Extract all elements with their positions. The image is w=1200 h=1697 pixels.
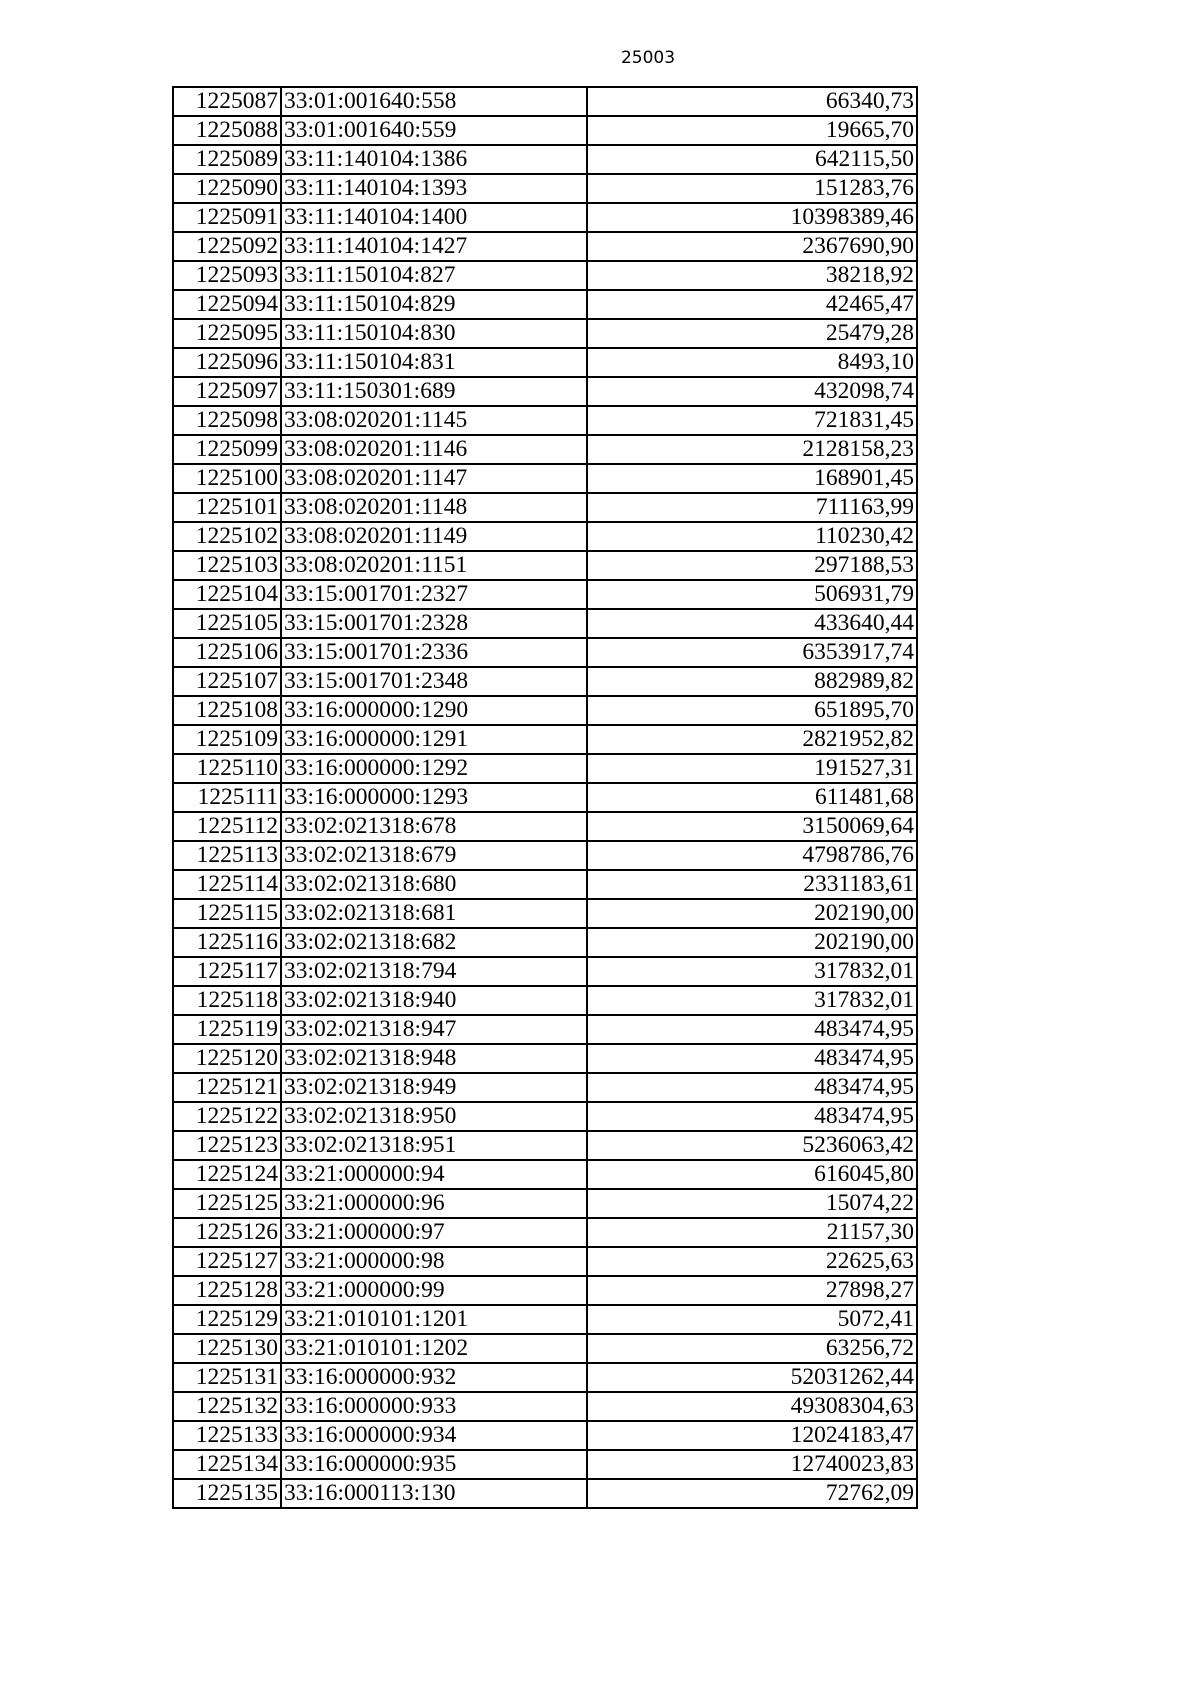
cadastral-value-cell: 3150069,64 [587, 812, 917, 841]
cadastral-number-cell: 33:21:000000:96 [281, 1189, 587, 1218]
cadastral-number-cell: 33:11:150104:831 [281, 348, 587, 377]
table-row [173, 1421, 917, 1450]
cadastral-value-cell: 297188,53 [587, 551, 917, 580]
row-id-cell: 1225110 [173, 754, 281, 783]
cadastral-value-cell: 433640,44 [587, 609, 917, 638]
cadastral-number-cell: 33:11:150104:827 [281, 261, 587, 290]
cadastral-value-cell: 651895,70 [587, 696, 917, 725]
table-row [173, 1160, 917, 1189]
row-id-cell: 1225087 [173, 87, 281, 116]
cadastral-number-cell: 33:08:020201:1151 [281, 551, 587, 580]
cadastral-number-cell: 33:08:020201:1149 [281, 522, 587, 551]
row-id-cell: 1225103 [173, 551, 281, 580]
row-id-cell: 1225123 [173, 1131, 281, 1160]
cadastral-number-cell: 33:16:000000:933 [281, 1392, 587, 1421]
row-id-cell: 1225132 [173, 1392, 281, 1421]
table-body [173, 87, 917, 1508]
cadastral-value-cell: 21157,30 [587, 1218, 917, 1247]
cadastral-value-cell: 5236063,42 [587, 1131, 917, 1160]
cadastral-number-cell: 33:11:150301:689 [281, 377, 587, 406]
cadastral-number-cell: 33:16:000113:130 [281, 1479, 587, 1508]
row-id-cell: 1225108 [173, 696, 281, 725]
row-id-cell: 1225115 [173, 899, 281, 928]
cadastral-value-cell: 42465,47 [587, 290, 917, 319]
row-id-cell: 1225095 [173, 319, 281, 348]
row-id-cell: 1225101 [173, 493, 281, 522]
table-row [173, 609, 917, 638]
cadastral-number-cell: 33:02:021318:949 [281, 1073, 587, 1102]
table-row [173, 203, 917, 232]
cadastral-number-cell: 33:11:140104:1393 [281, 174, 587, 203]
cadastral-value-cell: 483474,95 [587, 1015, 917, 1044]
table-row [173, 957, 917, 986]
cadastral-number-cell: 33:16:000000:1293 [281, 783, 587, 812]
row-id-cell: 1225121 [173, 1073, 281, 1102]
table-row [173, 1392, 917, 1421]
cadastral-number-cell: 33:02:021318:951 [281, 1131, 587, 1160]
table-row [173, 87, 917, 116]
cadastral-number-cell: 33:08:020201:1148 [281, 493, 587, 522]
cadastral-number-cell: 33:16:000000:1291 [281, 725, 587, 754]
table-row [173, 261, 917, 290]
row-id-cell: 1225131 [173, 1363, 281, 1392]
cadastral-value-cell: 317832,01 [587, 986, 917, 1015]
cadastral-value-cell: 49308304,63 [587, 1392, 917, 1421]
table-row [173, 986, 917, 1015]
row-id-cell: 1225111 [173, 783, 281, 812]
cadastral-number-cell: 33:02:021318:681 [281, 899, 587, 928]
row-id-cell: 1225119 [173, 1015, 281, 1044]
table-row [173, 522, 917, 551]
table-row [173, 551, 917, 580]
cadastral-value-cell: 168901,45 [587, 464, 917, 493]
cadastral-value-cell: 63256,72 [587, 1334, 917, 1363]
row-id-cell: 1225113 [173, 841, 281, 870]
table-row [173, 1479, 917, 1508]
cadastral-number-cell: 33:21:000000:94 [281, 1160, 587, 1189]
table-row [173, 1305, 917, 1334]
cadastral-number-cell: 33:21:000000:97 [281, 1218, 587, 1247]
cadastral-value-cell: 6353917,74 [587, 638, 917, 667]
cadastral-number-cell: 33:11:150104:829 [281, 290, 587, 319]
row-id-cell: 1225091 [173, 203, 281, 232]
row-id-cell: 1225130 [173, 1334, 281, 1363]
table-row [173, 290, 917, 319]
cadastral-number-cell: 33:15:001701:2336 [281, 638, 587, 667]
cadastral-number-cell: 33:01:001640:559 [281, 116, 587, 145]
row-id-cell: 1225120 [173, 1044, 281, 1073]
row-id-cell: 1225127 [173, 1247, 281, 1276]
cadastral-value-cell: 151283,76 [587, 174, 917, 203]
cadastral-number-cell: 33:15:001701:2327 [281, 580, 587, 609]
table-row [173, 377, 917, 406]
cadastral-value-cell: 882989,82 [587, 667, 917, 696]
row-id-cell: 1225088 [173, 116, 281, 145]
cadastral-number-cell: 33:08:020201:1147 [281, 464, 587, 493]
table-row [173, 1276, 917, 1305]
cadastral-number-cell: 33:08:020201:1146 [281, 435, 587, 464]
cadastral-value-cell: 22625,63 [587, 1247, 917, 1276]
cadastral-value-cell: 2821952,82 [587, 725, 917, 754]
row-id-cell: 1225099 [173, 435, 281, 464]
table-row [173, 406, 917, 435]
cadastral-number-cell: 33:15:001701:2348 [281, 667, 587, 696]
row-id-cell: 1225089 [173, 145, 281, 174]
cadastral-value-cell: 2331183,61 [587, 870, 917, 899]
cadastral-value-cell: 8493,10 [587, 348, 917, 377]
cadastral-value-cell: 611481,68 [587, 783, 917, 812]
table-row [173, 696, 917, 725]
row-id-cell: 1225102 [173, 522, 281, 551]
table-row [173, 1218, 917, 1247]
cadastral-value-cell: 52031262,44 [587, 1363, 917, 1392]
cadastral-value-cell: 66340,73 [587, 87, 917, 116]
cadastral-value-cell: 5072,41 [587, 1305, 917, 1334]
row-id-cell: 1225117 [173, 957, 281, 986]
table-row [173, 1363, 917, 1392]
cadastral-value-table [172, 86, 918, 1509]
row-id-cell: 1225135 [173, 1479, 281, 1508]
row-id-cell: 1225134 [173, 1450, 281, 1479]
cadastral-value-cell: 483474,95 [587, 1044, 917, 1073]
row-id-cell: 1225133 [173, 1421, 281, 1450]
cadastral-value-cell: 191527,31 [587, 754, 917, 783]
cadastral-number-cell: 33:16:000000:932 [281, 1363, 587, 1392]
table-row [173, 116, 917, 145]
row-id-cell: 1225097 [173, 377, 281, 406]
cadastral-number-cell: 33:02:021318:794 [281, 957, 587, 986]
table-row [173, 493, 917, 522]
row-id-cell: 1225090 [173, 174, 281, 203]
cadastral-number-cell: 33:16:000000:934 [281, 1421, 587, 1450]
cadastral-value-cell: 12740023,83 [587, 1450, 917, 1479]
row-id-cell: 1225092 [173, 232, 281, 261]
table-row [173, 1131, 917, 1160]
table-row [173, 348, 917, 377]
row-id-cell: 1225124 [173, 1160, 281, 1189]
cadastral-number-cell: 33:02:021318:940 [281, 986, 587, 1015]
cadastral-value-cell: 2128158,23 [587, 435, 917, 464]
row-id-cell: 1225093 [173, 261, 281, 290]
table-row [173, 174, 917, 203]
cadastral-number-cell: 33:01:001640:558 [281, 87, 587, 116]
table-row [173, 1334, 917, 1363]
cadastral-number-cell: 33:08:020201:1145 [281, 406, 587, 435]
cadastral-value-cell: 38218,92 [587, 261, 917, 290]
cadastral-number-cell: 33:15:001701:2328 [281, 609, 587, 638]
row-id-cell: 1225104 [173, 580, 281, 609]
table-row [173, 435, 917, 464]
row-id-cell: 1225126 [173, 1218, 281, 1247]
cadastral-value-cell: 12024183,47 [587, 1421, 917, 1450]
cadastral-number-cell: 33:02:021318:679 [281, 841, 587, 870]
cadastral-number-cell: 33:16:000000:935 [281, 1450, 587, 1479]
table-row [173, 1189, 917, 1218]
row-id-cell: 1225106 [173, 638, 281, 667]
cadastral-number-cell: 33:16:000000:1290 [281, 696, 587, 725]
cadastral-value-cell: 202190,00 [587, 899, 917, 928]
cadastral-number-cell: 33:02:021318:947 [281, 1015, 587, 1044]
cadastral-value-cell: 27898,27 [587, 1276, 917, 1305]
row-id-cell: 1225098 [173, 406, 281, 435]
cadastral-value-cell: 25479,28 [587, 319, 917, 348]
table-row [173, 754, 917, 783]
table-row [173, 1044, 917, 1073]
cadastral-value-cell: 711163,99 [587, 493, 917, 522]
row-id-cell: 1225109 [173, 725, 281, 754]
cadastral-number-cell: 33:11:150104:830 [281, 319, 587, 348]
cadastral-number-cell: 33:11:140104:1400 [281, 203, 587, 232]
cadastral-value-cell: 616045,80 [587, 1160, 917, 1189]
row-id-cell: 1225122 [173, 1102, 281, 1131]
row-id-cell: 1225100 [173, 464, 281, 493]
row-id-cell: 1225096 [173, 348, 281, 377]
cadastral-number-cell: 33:21:010101:1201 [281, 1305, 587, 1334]
row-id-cell: 1225118 [173, 986, 281, 1015]
cadastral-number-cell: 33:11:140104:1427 [281, 232, 587, 261]
row-id-cell: 1225125 [173, 1189, 281, 1218]
cadastral-number-cell: 33:02:021318:678 [281, 812, 587, 841]
table-row [173, 812, 917, 841]
table-row [173, 899, 917, 928]
cadastral-value-cell: 2367690,90 [587, 232, 917, 261]
cadastral-number-cell: 33:02:021318:950 [281, 1102, 587, 1131]
cadastral-value-cell: 15074,22 [587, 1189, 917, 1218]
cadastral-value-cell: 72762,09 [587, 1479, 917, 1508]
table-row [173, 841, 917, 870]
table-row [173, 667, 917, 696]
cadastral-value-cell: 642115,50 [587, 145, 917, 174]
cadastral-value-cell: 110230,42 [587, 522, 917, 551]
cadastral-value-cell: 506931,79 [587, 580, 917, 609]
cadastral-number-cell: 33:21:000000:99 [281, 1276, 587, 1305]
row-id-cell: 1225116 [173, 928, 281, 957]
cadastral-value-cell: 10398389,46 [587, 203, 917, 232]
cadastral-number-cell: 33:02:021318:680 [281, 870, 587, 899]
cadastral-value-cell: 19665,70 [587, 116, 917, 145]
table-row [173, 1450, 917, 1479]
row-id-cell: 1225114 [173, 870, 281, 899]
table-row [173, 1102, 917, 1131]
table-row [173, 638, 917, 667]
cadastral-value-cell: 317832,01 [587, 957, 917, 986]
table-row [173, 1073, 917, 1102]
row-id-cell: 1225105 [173, 609, 281, 638]
row-id-cell: 1225107 [173, 667, 281, 696]
cadastral-number-cell: 33:21:000000:98 [281, 1247, 587, 1276]
table-row [173, 783, 917, 812]
table-row [173, 580, 917, 609]
table-row [173, 725, 917, 754]
cadastral-number-cell: 33:02:021318:948 [281, 1044, 587, 1073]
cadastral-number-cell: 33:02:021318:682 [281, 928, 587, 957]
cadastral-number-cell: 33:11:140104:1386 [281, 145, 587, 174]
cadastral-value-cell: 432098,74 [587, 377, 917, 406]
table-row [173, 232, 917, 261]
table-row [173, 319, 917, 348]
cadastral-value-cell: 202190,00 [587, 928, 917, 957]
row-id-cell: 1225112 [173, 812, 281, 841]
table-row [173, 464, 917, 493]
cadastral-number-cell: 33:16:000000:1292 [281, 754, 587, 783]
cadastral-value-cell: 483474,95 [587, 1073, 917, 1102]
row-id-cell: 1225094 [173, 290, 281, 319]
table-row [173, 1015, 917, 1044]
cadastral-value-cell: 721831,45 [587, 406, 917, 435]
table-row [173, 928, 917, 957]
table-row [173, 145, 917, 174]
table-row [173, 870, 917, 899]
cadastral-value-cell: 483474,95 [587, 1102, 917, 1131]
table-row [173, 1247, 917, 1276]
page-number: 25003 [620, 48, 676, 68]
row-id-cell: 1225129 [173, 1305, 281, 1334]
cadastral-number-cell: 33:21:010101:1202 [281, 1334, 587, 1363]
row-id-cell: 1225128 [173, 1276, 281, 1305]
cadastral-value-cell: 4798786,76 [587, 841, 917, 870]
